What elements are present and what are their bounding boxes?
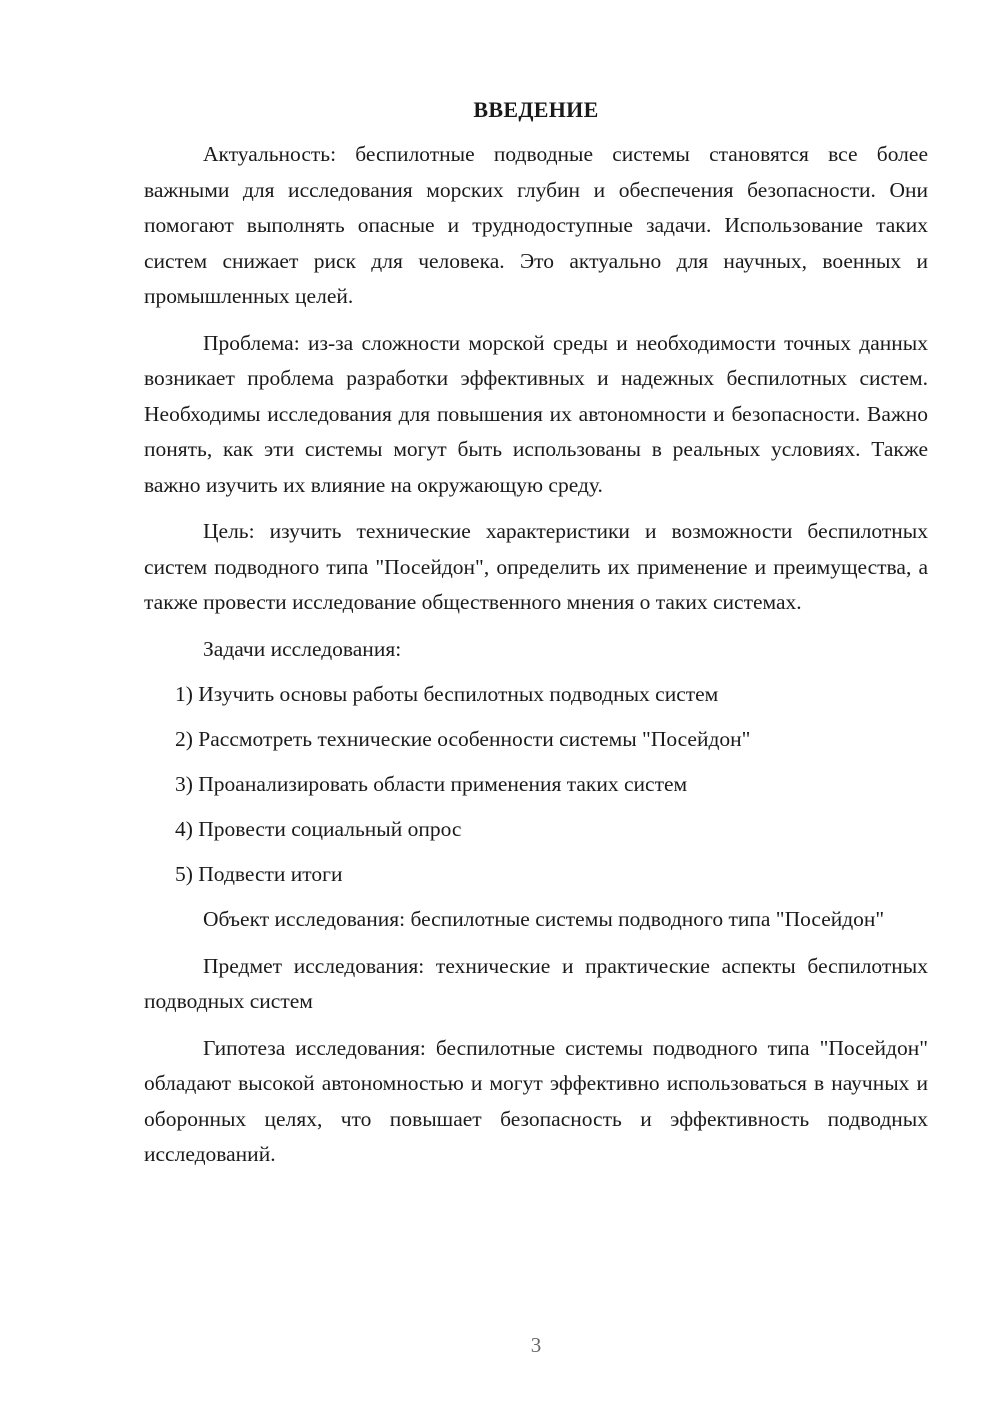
paragraph-object: Объект исследования: беспилотные системы подводного типа "Посейдон" [203,907,885,931]
page-number: 3 [530,1333,542,1357]
paragraph-subject: Предмет исследования: технические и практические аспекты беспилотных подводных систем [144,953,928,1013]
list-item: 3) Проанализировать области применения таких систем [175,772,688,796]
paragraph-problem: Проблема: из-за сложности морской среды и необходимости точных данных возникает проблема разработки эффективных и надежных беспилотных систем. Необходимы исследования для повышения их автономности и безопасности. Важно понять, как эти системы могут быть использованы в реальных условиях. Также важно изучить их влияние на окружающую среду. [144,330,928,497]
document-title: ВВЕДЕНИЕ [473,97,599,122]
list-item: 1) Изучить основы работы беспилотных подводных систем [175,682,719,706]
list-item: 4) Провести социальный опрос [175,817,462,841]
list-item: 2) Рассмотреть технические особенности системы "Посейдон" [175,727,751,751]
paragraph-relevance: Актуальность: беспилотные подводные системы становятся все более важными для исследования морских глубин и обеспечения безопасности. Они помогают выполнять опасные и труднодоступные задачи. Использование таких систем снижает риск для человека. Это актуально для научных, военных и промышленных целей. [144,142,928,308]
document-page [144,95,928,1184]
tasks-list [144,677,928,893]
list-item: 5) Подвести итоги [175,862,343,886]
paragraph-hypothesis: Гипотеза исследования: беспилотные системы подводного типа "Посейдон" обладают высокой автономностью и могут эффективно использоваться в научных и оборонных целях, что повышает безопасность и эффективность подводных исследований. [144,1035,928,1166]
paragraph-goal: Цель: изучить технические характеристики и возможности беспилотных систем подводного типа "Посейдон", определить их применение и преимущества, а также провести исследование общественного мнения о таких системах. [144,519,928,614]
tasks-heading: Задачи исследования: [203,636,402,661]
